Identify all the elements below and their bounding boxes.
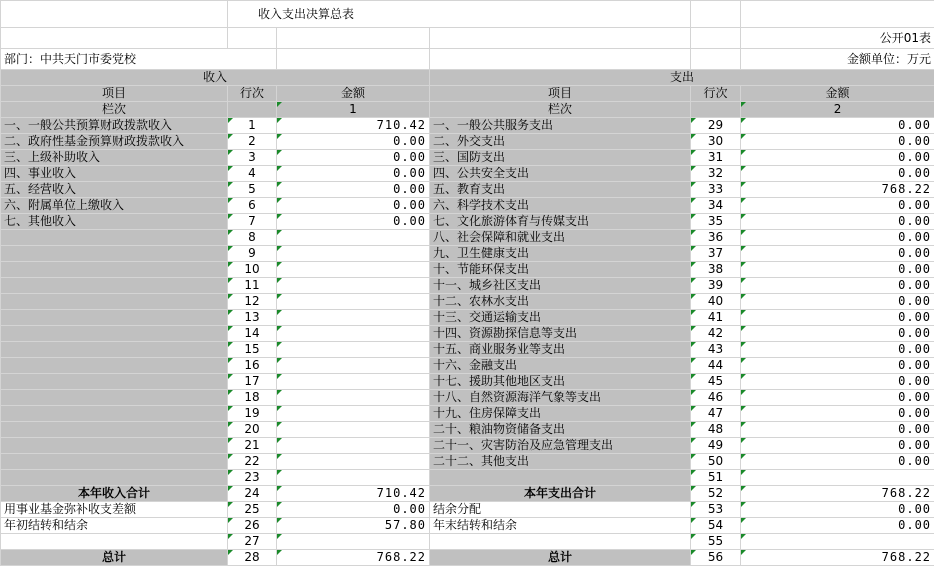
income-item-cell[interactable] — [1, 358, 228, 374]
expense-amount-cell[interactable]: 0.00 — [741, 326, 934, 342]
income-row-number[interactable]: 25 — [228, 502, 277, 518]
expense-amount-cell[interactable]: 0.00 — [741, 230, 934, 246]
expense-col-index[interactable]: 2 — [741, 102, 934, 118]
income-amount-cell[interactable] — [277, 230, 430, 246]
expense-item-cell[interactable]: 十九、住房保障支出 — [430, 406, 691, 422]
table-row — [1, 406, 934, 422]
expense-amount-cell[interactable]: 0.00 — [741, 278, 934, 294]
expense-item-cell[interactable]: 七、文化旅游体育与传媒支出 — [430, 214, 691, 230]
income-row-number[interactable]: 18 — [228, 390, 277, 406]
cell[interactable] — [1, 1, 228, 28]
expense-item-cell[interactable]: 总计 — [430, 550, 691, 566]
expense-item-cell[interactable]: 三、国防支出 — [430, 150, 691, 166]
income-row-number[interactable]: 4 — [228, 166, 277, 182]
expense-amount-cell[interactable]: 0.00 — [741, 406, 934, 422]
income-amount-cell[interactable] — [277, 422, 430, 438]
expense-amount-cell[interactable]: 0.00 — [741, 166, 934, 182]
expense-amount-cell[interactable]: 0.00 — [741, 374, 934, 390]
cell[interactable] — [228, 102, 277, 118]
income-row-number[interactable]: 2 — [228, 134, 277, 150]
income-row-number[interactable]: 14 — [228, 326, 277, 342]
income-row-number[interactable]: 21 — [228, 438, 277, 454]
table-row — [1, 230, 934, 246]
income-item-cell[interactable]: 年初结转和结余 — [1, 518, 228, 534]
cell[interactable] — [691, 28, 741, 49]
table-row — [1, 486, 934, 502]
expense-row-number[interactable]: 32 — [691, 166, 741, 182]
income-amount-cell[interactable] — [277, 262, 430, 278]
income-amount-cell[interactable] — [277, 246, 430, 262]
expense-amount-cell[interactable]: 768.22 — [741, 182, 934, 198]
table-row — [1, 358, 934, 374]
income-section-header[interactable]: 收入 — [1, 70, 430, 86]
expense-row-number[interactable]: 35 — [691, 214, 741, 230]
income-amount-cell[interactable]: 0.00 — [277, 150, 430, 166]
income-item-cell[interactable] — [1, 294, 228, 310]
expense-row-number[interactable]: 46 — [691, 390, 741, 406]
expense-row-number[interactable]: 33 — [691, 182, 741, 198]
expense-item-cell[interactable]: 九、卫生健康支出 — [430, 246, 691, 262]
table-row — [1, 534, 934, 550]
expense-amount-cell[interactable]: 0.00 — [741, 294, 934, 310]
table-row — [1, 198, 934, 214]
expense-row-number[interactable]: 44 — [691, 358, 741, 374]
income-row-number[interactable]: 23 — [228, 470, 277, 486]
income-row-number[interactable]: 27 — [228, 534, 277, 550]
expense-amount-cell[interactable]: 0.00 — [741, 246, 934, 262]
expense-amount-cell[interactable]: 0.00 — [741, 198, 934, 214]
income-amount-cell[interactable]: 0.00 — [277, 214, 430, 230]
expense-row-number[interactable]: 43 — [691, 342, 741, 358]
income-item-cell[interactable] — [1, 310, 228, 326]
table-row — [1, 390, 934, 406]
income-row-number[interactable]: 22 — [228, 454, 277, 470]
expense-item-cell[interactable]: 十、节能环保支出 — [430, 262, 691, 278]
income-row-number[interactable]: 19 — [228, 406, 277, 422]
income-amount-cell[interactable]: 0.00 — [277, 166, 430, 182]
table-row — [1, 262, 934, 278]
unit-label[interactable]: 金额单位：万元 — [741, 49, 934, 70]
expense-row-number[interactable]: 54 — [691, 518, 741, 534]
expense-row-number[interactable]: 49 — [691, 438, 741, 454]
income-row-number[interactable]: 7 — [228, 214, 277, 230]
income-item-cell[interactable] — [1, 326, 228, 342]
expense-item-cell[interactable]: 十五、商业服务业等支出 — [430, 342, 691, 358]
cell[interactable] — [741, 1, 934, 28]
table-row — [1, 374, 934, 390]
expense-row-number[interactable]: 55 — [691, 534, 741, 550]
report-title[interactable]: 收入支出决算总表 — [228, 1, 691, 28]
cell[interactable] — [277, 28, 430, 49]
income-row-number[interactable]: 13 — [228, 310, 277, 326]
expense-amount-cell[interactable]: 0.00 — [741, 454, 934, 470]
income-row-number[interactable]: 11 — [228, 278, 277, 294]
income-amount-cell[interactable] — [277, 406, 430, 422]
table-row — [1, 294, 934, 310]
income-amount-cell[interactable]: 0.00 — [277, 502, 430, 518]
expense-row-number[interactable]: 42 — [691, 326, 741, 342]
income-row-header[interactable]: 行次 — [228, 86, 277, 102]
income-amount-cell[interactable]: 0.00 — [277, 134, 430, 150]
income-row-number[interactable]: 24 — [228, 486, 277, 502]
expense-item-cell[interactable]: 八、社会保障和就业支出 — [430, 230, 691, 246]
income-row-number[interactable]: 28 — [228, 550, 277, 566]
department-label[interactable]: 部门：中共天门市委党校 — [1, 49, 277, 70]
expense-amount-cell[interactable]: 0.00 — [741, 358, 934, 374]
income-item-cell[interactable]: 六、附属单位上缴收入 — [1, 198, 228, 214]
income-amount-cell[interactable] — [277, 470, 430, 486]
income-item-cell[interactable] — [1, 438, 228, 454]
income-amount-cell[interactable]: 0.00 — [277, 182, 430, 198]
income-row-number[interactable]: 8 — [228, 230, 277, 246]
income-row-number[interactable]: 10 — [228, 262, 277, 278]
income-col-index[interactable]: 1 — [277, 102, 430, 118]
expense-item-cell[interactable]: 十七、援助其他地区支出 — [430, 374, 691, 390]
expense-amount-cell[interactable]: 768.22 — [741, 550, 934, 566]
expense-amount-cell[interactable]: 0.00 — [741, 438, 934, 454]
income-item-cell[interactable]: 七、其他收入 — [1, 214, 228, 230]
expense-row-number[interactable]: 40 — [691, 294, 741, 310]
expense-row-number[interactable]: 48 — [691, 422, 741, 438]
income-item-cell[interactable]: 总计 — [1, 550, 228, 566]
table-row — [1, 550, 934, 566]
income-amount-cell[interactable]: 57.80 — [277, 518, 430, 534]
income-amount-cell[interactable] — [277, 342, 430, 358]
expense-item-cell[interactable]: 十二、农林水支出 — [430, 294, 691, 310]
expense-item-cell[interactable]: 十三、交通运输支出 — [430, 310, 691, 326]
form-code[interactable]: 公开01表 — [741, 28, 934, 49]
expense-row-number[interactable]: 56 — [691, 550, 741, 566]
income-amount-cell[interactable] — [277, 358, 430, 374]
income-amount-cell[interactable]: 710.42 — [277, 486, 430, 502]
expense-item-cell[interactable]: 四、公共安全支出 — [430, 166, 691, 182]
expense-row-number[interactable]: 29 — [691, 118, 741, 134]
table-row — [1, 502, 934, 518]
expense-row-number[interactable]: 52 — [691, 486, 741, 502]
expense-item-cell[interactable]: 十四、资源勘探信息等支出 — [430, 326, 691, 342]
table-row — [1, 214, 934, 230]
income-amount-cell[interactable] — [277, 374, 430, 390]
expense-row-header[interactable]: 行次 — [691, 86, 741, 102]
expense-amount-cell[interactable] — [741, 470, 934, 486]
income-row-number[interactable]: 15 — [228, 342, 277, 358]
expense-amount-cell[interactable]: 0.00 — [741, 422, 934, 438]
expense-amount-cell[interactable]: 0.00 — [741, 118, 934, 134]
table-row — [1, 278, 934, 294]
income-item-cell[interactable] — [1, 534, 228, 550]
expense-amount-header[interactable]: 金额 — [741, 86, 934, 102]
expense-item-cell[interactable]: 二十二、其他支出 — [430, 454, 691, 470]
cell[interactable] — [1, 28, 228, 49]
income-item-cell[interactable] — [1, 454, 228, 470]
expense-item-cell[interactable] — [430, 470, 691, 486]
table-row — [1, 326, 934, 342]
income-row-number[interactable]: 6 — [228, 198, 277, 214]
income-item-cell[interactable]: 一、一般公共预算财政拨款收入 — [1, 118, 228, 134]
cell[interactable] — [691, 49, 741, 70]
income-item-cell[interactable] — [1, 422, 228, 438]
expense-item-header[interactable]: 项目 — [430, 86, 691, 102]
cell[interactable] — [430, 28, 691, 49]
table-row — [1, 438, 934, 454]
table-row — [1, 518, 934, 534]
expense-item-cell[interactable]: 十八、自然资源海洋气象等支出 — [430, 390, 691, 406]
cell[interactable] — [430, 49, 691, 70]
table-row — [1, 310, 934, 326]
expense-row-number[interactable]: 30 — [691, 134, 741, 150]
income-amount-cell[interactable]: 768.22 — [277, 550, 430, 566]
cell[interactable] — [228, 28, 277, 49]
income-amount-cell[interactable] — [277, 534, 430, 550]
expense-row-number[interactable]: 36 — [691, 230, 741, 246]
expense-row-number[interactable]: 45 — [691, 374, 741, 390]
expense-section-header[interactable]: 支出 — [430, 70, 934, 86]
income-amount-cell[interactable]: 710.42 — [277, 118, 430, 134]
expense-item-cell[interactable]: 结余分配 — [430, 502, 691, 518]
expense-item-cell[interactable]: 十一、城乡社区支出 — [430, 278, 691, 294]
expense-item-cell[interactable]: 二十、粮油物资储备支出 — [430, 422, 691, 438]
income-item-cell[interactable]: 五、经营收入 — [1, 182, 228, 198]
expense-row-number[interactable]: 31 — [691, 150, 741, 166]
expense-amount-cell[interactable]: 0.00 — [741, 502, 934, 518]
income-item-cell[interactable] — [1, 246, 228, 262]
income-item-cell[interactable] — [1, 374, 228, 390]
income-amount-cell[interactable] — [277, 438, 430, 454]
cell[interactable] — [277, 49, 430, 70]
expense-row-number[interactable]: 53 — [691, 502, 741, 518]
income-amount-cell[interactable] — [277, 454, 430, 470]
table-row — [1, 134, 934, 150]
income-row-number[interactable]: 17 — [228, 374, 277, 390]
income-item-cell[interactable] — [1, 342, 228, 358]
income-row-number[interactable]: 20 — [228, 422, 277, 438]
expense-item-cell[interactable]: 一、一般公共服务支出 — [430, 118, 691, 134]
expense-item-cell[interactable]: 二、外交支出 — [430, 134, 691, 150]
expense-amount-cell[interactable]: 0.00 — [741, 150, 934, 166]
income-row-number[interactable]: 1 — [228, 118, 277, 134]
income-item-cell[interactable]: 本年收入合计 — [1, 486, 228, 502]
table-row — [1, 470, 934, 486]
income-item-cell[interactable]: 二、政府性基金预算财政拨款收入 — [1, 134, 228, 150]
income-row-number[interactable]: 3 — [228, 150, 277, 166]
expense-index-label[interactable]: 栏次 — [430, 102, 691, 118]
expense-row-number[interactable]: 51 — [691, 470, 741, 486]
income-item-cell[interactable] — [1, 262, 228, 278]
income-amount-header[interactable]: 金额 — [277, 86, 430, 102]
expense-row-number[interactable]: 47 — [691, 406, 741, 422]
income-amount-cell[interactable] — [277, 278, 430, 294]
expense-item-cell[interactable]: 二十一、灾害防治及应急管理支出 — [430, 438, 691, 454]
income-item-cell[interactable]: 用事业基金弥补收支差额 — [1, 502, 228, 518]
expense-row-number[interactable]: 34 — [691, 198, 741, 214]
table-row — [1, 150, 934, 166]
expense-amount-cell[interactable]: 0.00 — [741, 214, 934, 230]
expense-amount-cell[interactable] — [741, 534, 934, 550]
table-row — [1, 246, 934, 262]
income-amount-cell[interactable] — [277, 310, 430, 326]
expense-item-cell[interactable]: 十六、金融支出 — [430, 358, 691, 374]
expense-row-number[interactable]: 37 — [691, 246, 741, 262]
income-row-number[interactable]: 12 — [228, 294, 277, 310]
expense-amount-cell[interactable]: 0.00 — [741, 262, 934, 278]
income-item-cell[interactable] — [1, 406, 228, 422]
income-index-label[interactable]: 栏次 — [1, 102, 228, 118]
expense-amount-cell[interactable]: 0.00 — [741, 518, 934, 534]
cell[interactable] — [691, 102, 741, 118]
income-amount-cell[interactable] — [277, 294, 430, 310]
income-row-number[interactable]: 26 — [228, 518, 277, 534]
income-item-cell[interactable] — [1, 390, 228, 406]
table-row — [1, 454, 934, 470]
expense-row-number[interactable]: 41 — [691, 310, 741, 326]
income-row-number[interactable]: 16 — [228, 358, 277, 374]
income-item-cell[interactable]: 四、事业收入 — [1, 166, 228, 182]
table-row — [1, 166, 934, 182]
expense-amount-cell[interactable]: 768.22 — [741, 486, 934, 502]
expense-row-number[interactable]: 39 — [691, 278, 741, 294]
income-item-cell[interactable] — [1, 230, 228, 246]
expense-item-cell[interactable]: 本年支出合计 — [430, 486, 691, 502]
income-item-cell[interactable]: 三、上级补助收入 — [1, 150, 228, 166]
expense-item-cell[interactable]: 五、教育支出 — [430, 182, 691, 198]
table-row — [1, 422, 934, 438]
income-item-cell[interactable] — [1, 278, 228, 294]
expense-row-number[interactable]: 38 — [691, 262, 741, 278]
table-row — [1, 118, 934, 134]
table-row — [1, 342, 934, 358]
expense-amount-cell[interactable]: 0.00 — [741, 390, 934, 406]
income-item-cell[interactable] — [1, 470, 228, 486]
expense-amount-cell[interactable]: 0.00 — [741, 310, 934, 326]
income-amount-cell[interactable]: 0.00 — [277, 198, 430, 214]
expense-item-cell[interactable]: 年末结转和结余 — [430, 518, 691, 534]
income-amount-cell[interactable] — [277, 326, 430, 342]
expense-item-cell[interactable]: 六、科学技术支出 — [430, 198, 691, 214]
income-row-number[interactable]: 5 — [228, 182, 277, 198]
income-item-header[interactable]: 项目 — [1, 86, 228, 102]
cell[interactable] — [691, 1, 741, 28]
expense-amount-cell[interactable]: 0.00 — [741, 134, 934, 150]
expense-row-number[interactable]: 50 — [691, 454, 741, 470]
expense-amount-cell[interactable]: 0.00 — [741, 342, 934, 358]
table-row — [1, 182, 934, 198]
income-amount-cell[interactable] — [277, 390, 430, 406]
expense-item-cell[interactable] — [430, 534, 691, 550]
income-row-number[interactable]: 9 — [228, 246, 277, 262]
